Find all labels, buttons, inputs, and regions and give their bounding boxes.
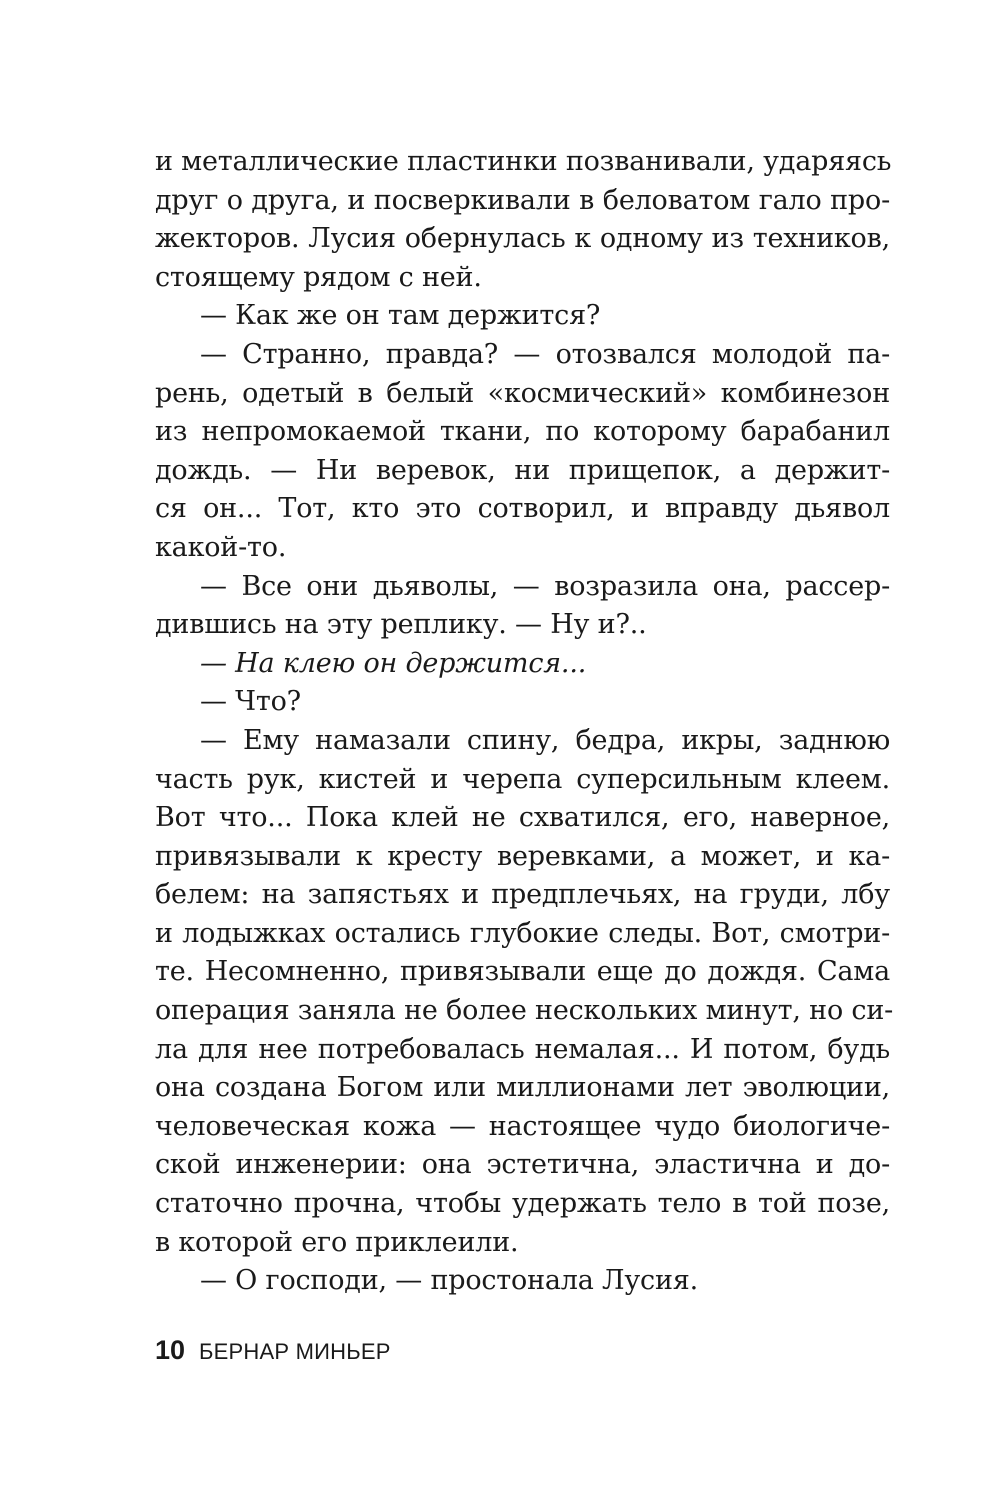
text-line: привязывали к кресту веревками, а может, и ка-: [155, 840, 890, 872]
body-text: [155, 143, 894, 1301]
text-line: ла для нее потребовалась немалая... И потом, будь: [155, 1033, 890, 1065]
text-line: дившись на эту реплику. — Ну и?..: [155, 609, 647, 641]
page-footer: [155, 1335, 391, 1366]
text-line: часть рук, кистей и черепа суперсильным клеем.: [155, 763, 890, 795]
text-line: и лодыжках остались глубокие следы. Вот, смотри-: [155, 917, 890, 949]
text-line: Вот что... Пока клей не схватился, его, наверное,: [155, 802, 890, 834]
text-line: и металлические пластинки позванивали, ударяясь: [155, 146, 892, 177]
text-line: белем: на запястьях и предплечьях, на груди, лбу: [155, 879, 890, 911]
text-line: друг о друга, и посверкивали в беловатом гало про-: [155, 184, 890, 216]
text-line: — Странно, правда? — отозвался молодой па-: [200, 338, 890, 370]
text-line: — Как же он там держится?: [200, 300, 601, 332]
text-line: дождь. — Ни веревок, ни прищепок, а держит-: [155, 454, 890, 486]
text-line: ской инженерии: она эстетична, эластична и до-: [155, 1149, 890, 1181]
text-line: те. Несомненно, привязывали еще до дождя. Сама: [155, 956, 890, 988]
text-line: человеческая кожа — настоящее чудо биологиче-: [155, 1110, 890, 1142]
text-line: операция заняла не более нескольких минут, но си-: [155, 995, 894, 1027]
text-line: из непромокаемой ткани, по которому барабанил: [155, 416, 890, 448]
text-line: какой-то.: [155, 531, 287, 563]
text-line: — Ему намазали спину, бедра, икры, заднюю: [200, 724, 890, 756]
running-head-author: БЕРНАР МИНЬЕР: [199, 1339, 391, 1364]
text-line: рень, одетый в белый «космический» комбинезон: [155, 377, 890, 409]
text-line: жекторов. Лусия обернулась к одному из техников,: [155, 223, 890, 255]
text-line: — Все они дьяволы, — возразила она, рассер-: [200, 570, 890, 602]
page-number: 10: [155, 1335, 186, 1365]
text-line: ся он... Тот, кто это сотворил, и вправду дьявол: [155, 493, 890, 525]
text-line: — О господи, — простонала Лусия.: [200, 1265, 698, 1297]
text-line: она создана Богом или миллионами лет эволюции,: [155, 1072, 890, 1104]
text-line: статочно прочна, чтобы удержать тело в той позе,: [155, 1188, 890, 1220]
text-line: стоящему рядом с ней.: [155, 261, 482, 293]
text-line: — На клею он держится...: [200, 647, 587, 679]
text-line: в которой его приклеили.: [155, 1226, 519, 1258]
text-line: — Что?: [200, 686, 301, 718]
